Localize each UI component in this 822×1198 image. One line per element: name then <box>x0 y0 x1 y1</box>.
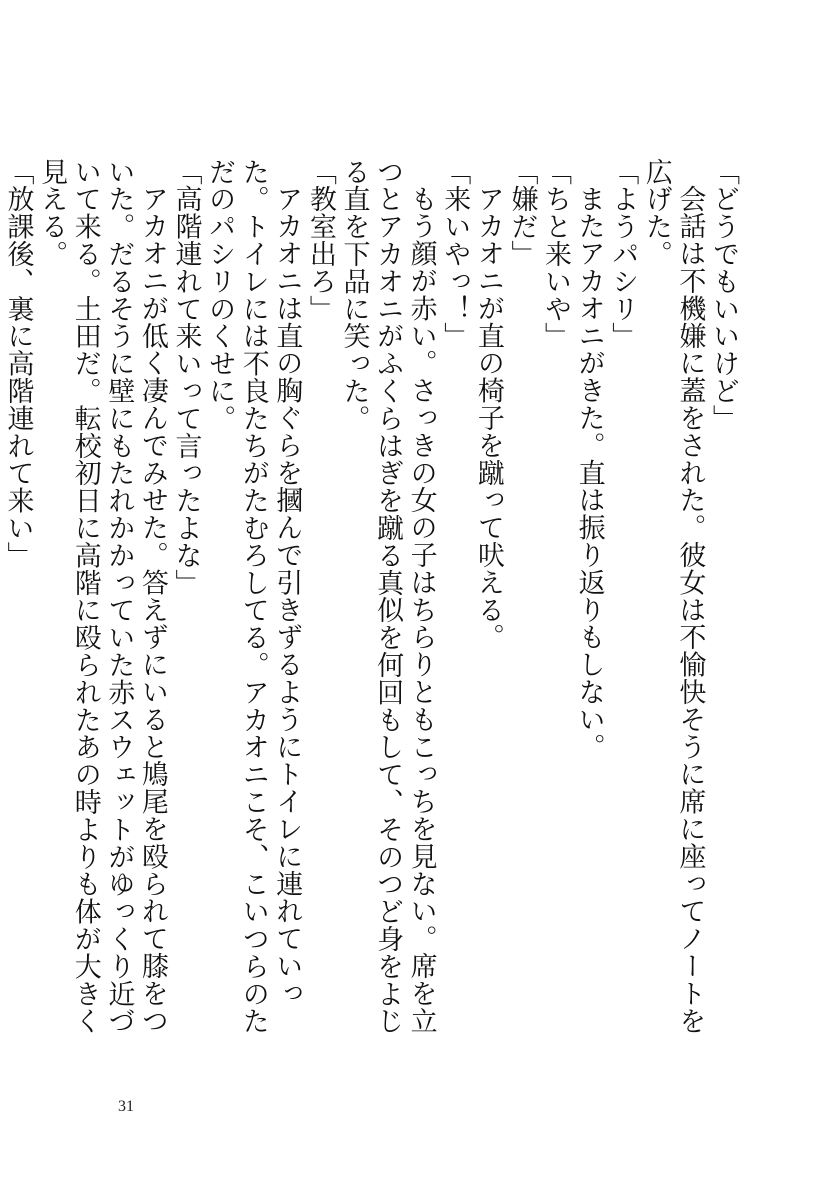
vertical-text-body <box>2 158 740 1043</box>
text-line: 「ちと来いや」 <box>540 158 572 350</box>
page-number: 31 <box>118 1098 134 1115</box>
text-line: 「高階連れて来いって言ったよな」 <box>170 158 202 597</box>
text-line: 「来いやっ！」 <box>439 158 471 350</box>
text-line: またアカオニがきた。直は振り返りもしない。 <box>573 185 605 761</box>
text-line: 「ようパシリ」 <box>607 158 639 350</box>
text-line: アカオニは直の胸ぐらを摑んで引きずるようにトイレに連れていった。トイレには不良たちがたむろしてる。アカオニこそ、こいつらのただのパシリのくせに。 <box>204 158 303 1035</box>
text-line: 「放課後、裏に高階連れて来い」 <box>2 158 34 569</box>
text-line: もう顔が赤い。さっきの女の子はちらりともこっちを見ない。席を立つとアカオニがふくらはぎを蹴る真似を何回もして、そのつど身をよじる直を下品に笑った。 <box>338 158 437 1035</box>
text-line: 「嫌だ」 <box>506 158 538 268</box>
text-line: アカオニが低く凄んでみせた。答えずにいると鳩尾を殴られて膝をついた。だるそうに壁にもたれかかっていた赤スウェットがゆっくり近づいて来る。土田だ。転校初日に高階に殴られたあの時よりも体が大きく見える。 <box>36 158 168 1035</box>
text-line: 「どうでもいいけど」 <box>708 158 739 432</box>
text-line: 会話は不機嫌に蓋をされた。彼女は不愉快そうに席に座ってノートを広げた。 <box>640 158 706 1035</box>
text-line: アカオニが直の椅子を蹴って吠える。 <box>472 185 504 651</box>
text-line: 「教室出ろ」 <box>304 158 336 323</box>
